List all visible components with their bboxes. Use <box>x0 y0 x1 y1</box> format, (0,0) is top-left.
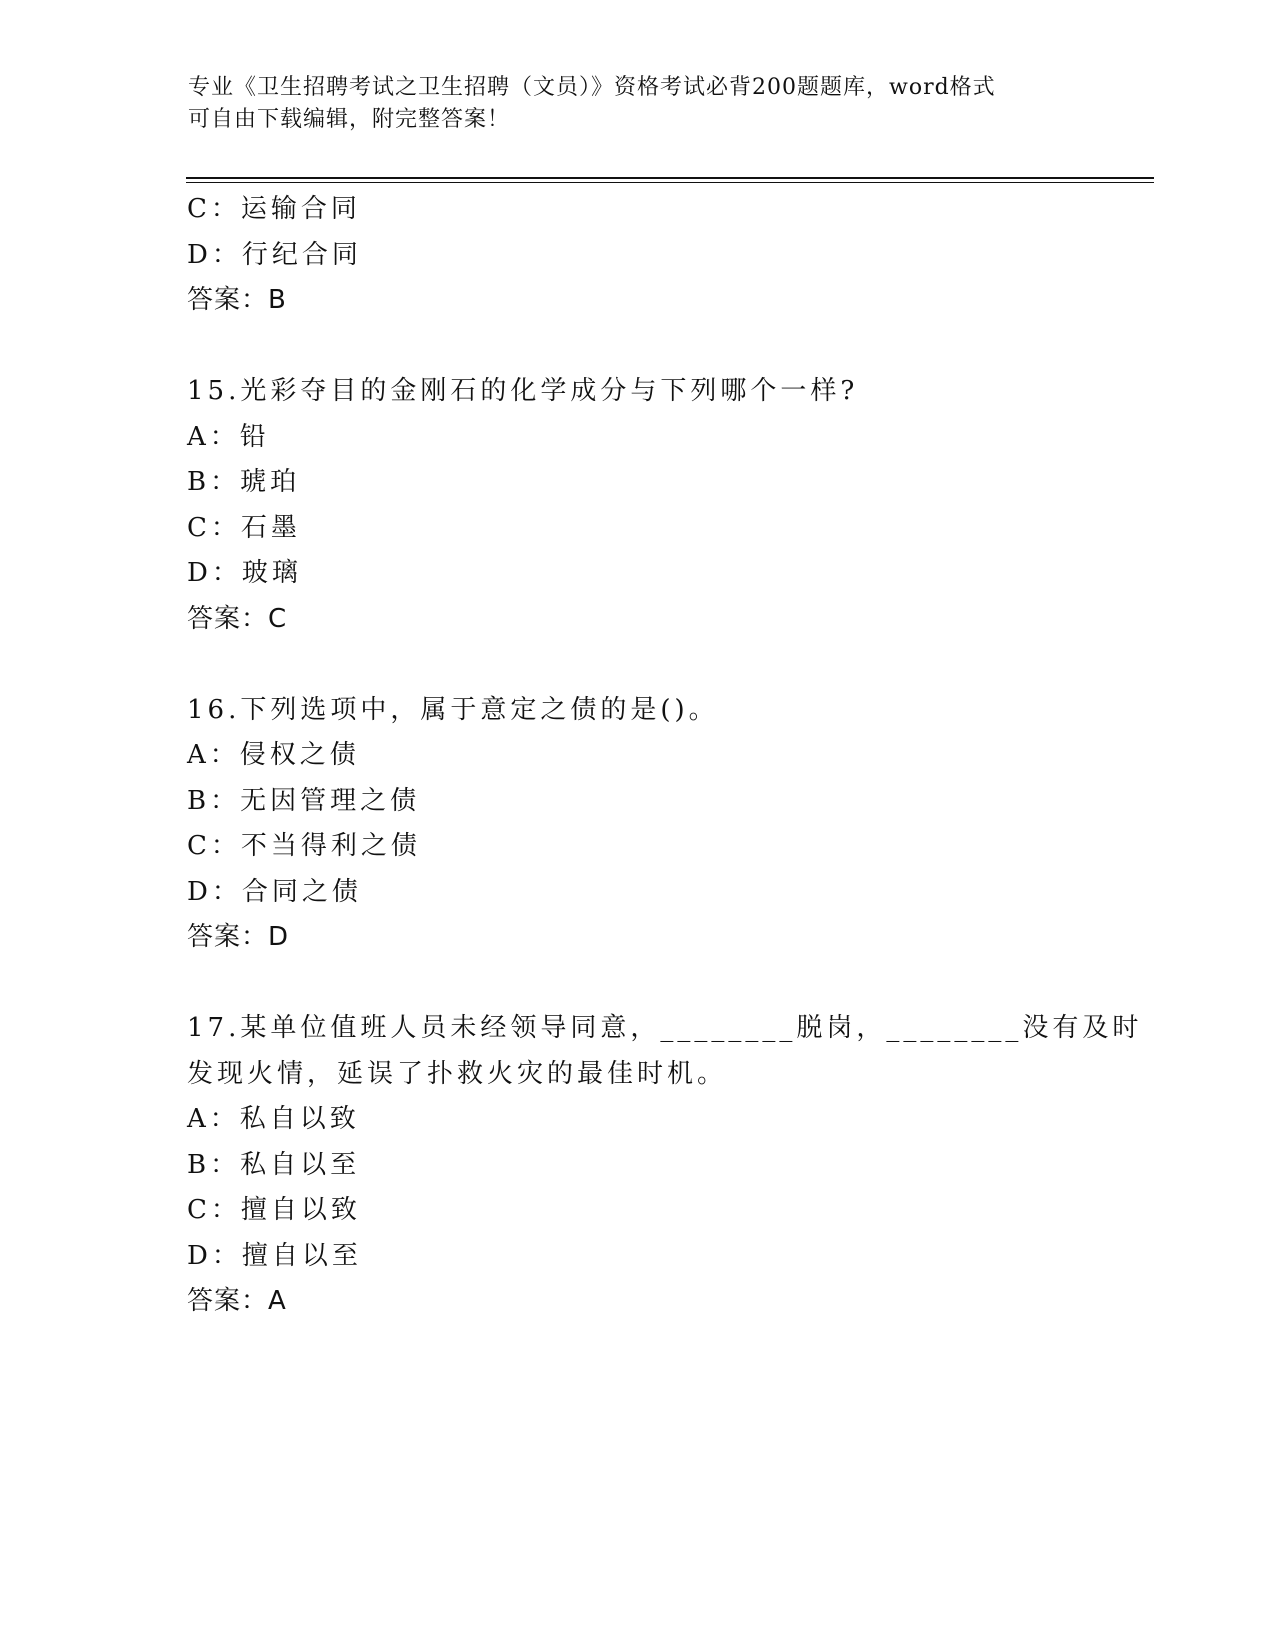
question-text: 15.光彩夺目的金刚石的化学成分与下列哪个一样? <box>187 376 859 406</box>
answer: 答案：A <box>187 1286 287 1316</box>
header-line-1: 专业《卫生招聘考试之卫生招聘（文员）》资格考试必背200题题库，word格式 <box>188 75 996 100</box>
question-text: 16.下列选项中，属于意定之债的是()。 <box>187 694 719 725</box>
option-d: D：行纪合同 <box>187 239 362 270</box>
header-divider-thick <box>186 177 1154 179</box>
option-d: D：玻璃 <box>187 558 302 588</box>
option-a: A：私自以致 <box>187 1104 360 1134</box>
header-divider-thin <box>186 182 1154 183</box>
document-header <box>188 72 1068 136</box>
option-c: C：石墨 <box>187 512 301 543</box>
option-b: B：无因管理之债 <box>187 785 421 816</box>
answer: 答案：B <box>187 285 287 315</box>
option-c: C：擅自以致 <box>187 1195 361 1225</box>
option-d: D：合同之债 <box>187 876 362 907</box>
option-a: A：铅 <box>187 421 270 452</box>
option-c: C：运输合同 <box>187 194 361 224</box>
question-text-line-2: 发现火情，延误了扑救火灾的最佳时机。 <box>187 1058 728 1089</box>
option-c: C：不当得利之债 <box>187 831 421 861</box>
question-list <box>187 187 1143 1325</box>
question-15 <box>187 369 1087 642</box>
option-b: B：琥珀 <box>187 467 301 497</box>
option-d: D：擅自以至 <box>187 1240 362 1271</box>
question-17 <box>187 1006 1143 1325</box>
question-14-tail <box>187 187 1087 324</box>
question-text-line-1: 17.某单位值班人员未经领导同意，________脱岗，________没有及时 <box>187 1013 1143 1043</box>
header-line-2: 可自由下载编辑，附完整答案！ <box>188 107 511 132</box>
option-b: B：私自以至 <box>187 1149 361 1180</box>
answer: 答案：D <box>187 922 290 952</box>
answer: 答案：C <box>187 603 288 634</box>
option-a: A：侵权之债 <box>187 740 360 770</box>
question-16 <box>187 688 1087 961</box>
